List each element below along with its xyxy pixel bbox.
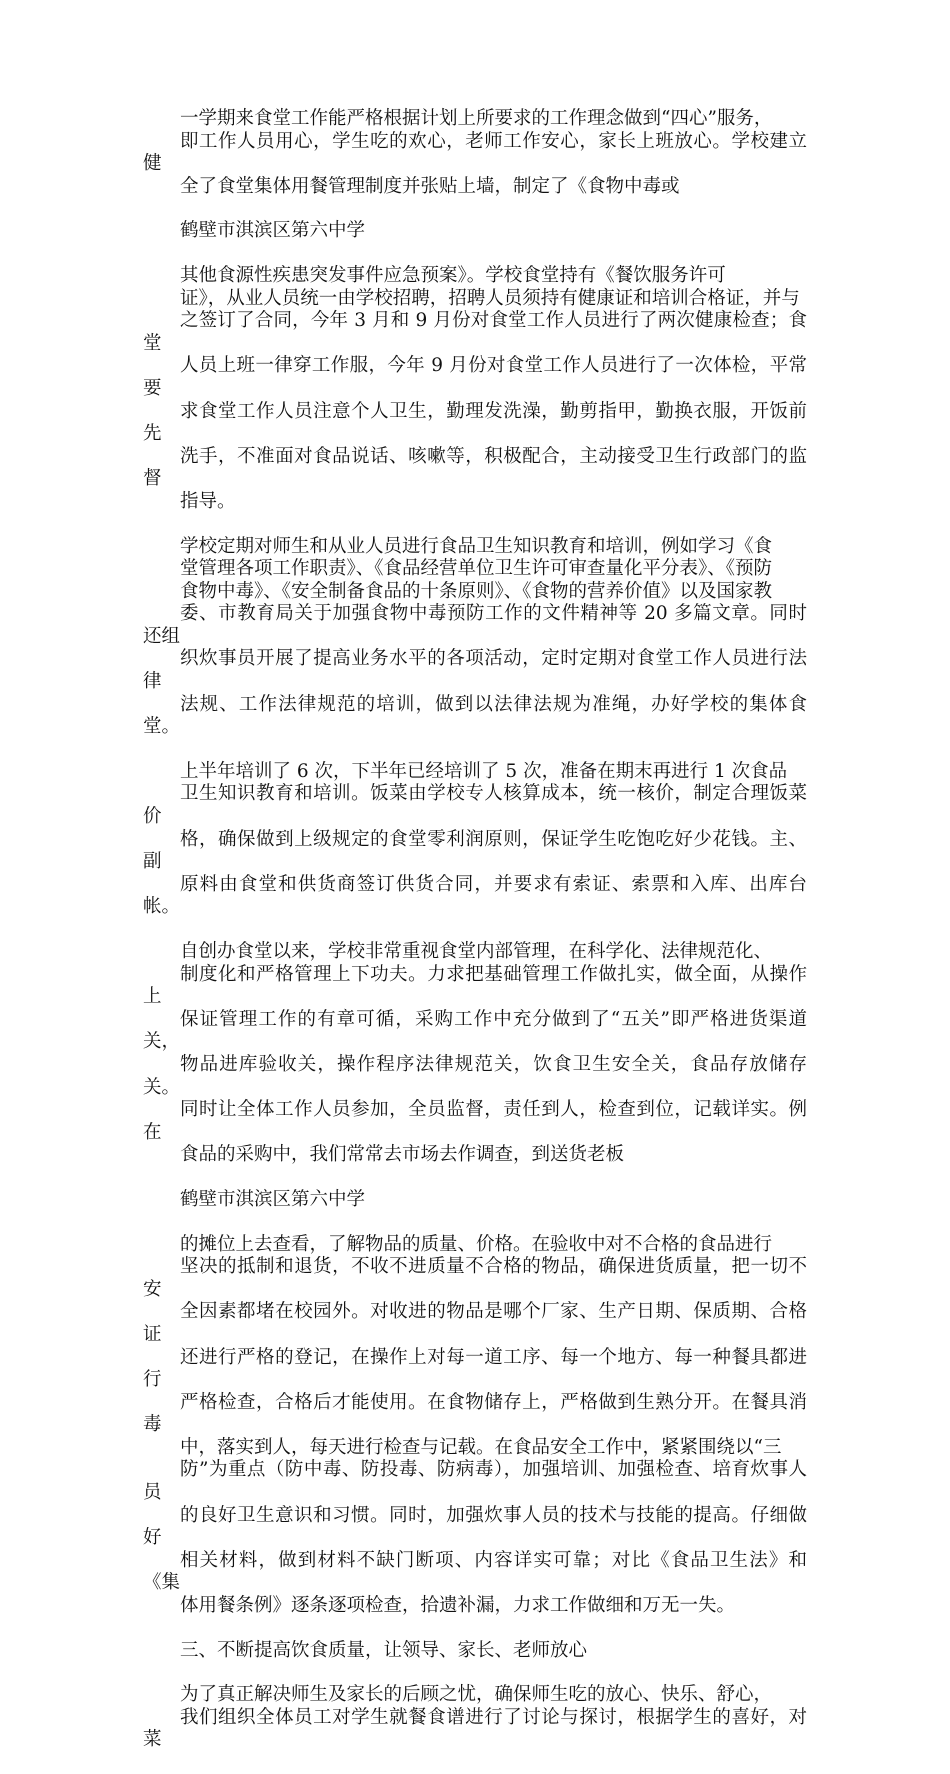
- section-heading: [143, 1640, 807, 1663]
- text-line: 之签订了合同，今年 3 月和 9 月份对食堂工作人员进行了两次健康检查；食堂: [143, 310, 807, 354]
- text-line: 的良好卫生意识和习惯。同时，加强炊事人员的技术与技能的提高。仔细做好: [143, 1504, 807, 1549]
- body-paragraph: [143, 761, 807, 919]
- text-line: 鹤壁市淇滨区第六中学: [180, 1188, 366, 1210]
- document-page: [143, 108, 807, 1774]
- text-line: 上半年培训了 6 次，下半年已经培训了 5 次，准备在期末再进行 1 次食品: [180, 760, 788, 782]
- text-line: 坚决的抵制和退货，不收不进质量不合格的物品，确保进货质量，把一切不安: [143, 1256, 807, 1300]
- text-line: 严格检查，合格后才能使用。在食物储存上，严格做到生熟分开。在餐具消毒: [143, 1391, 807, 1436]
- section-heading: [143, 220, 807, 243]
- text-line: 求食堂工作人员注意个人卫生，勤理发洗澡，勤剪指甲，勤换衣服，开饭前先: [143, 400, 807, 445]
- text-line: 中，落实到人，每天进行检查与记载。在食品安全工作中，紧紧围绕以“三: [180, 1436, 782, 1458]
- text-line: 一学期来食堂工作能严格根据计划上所要求的工作理念做到“四心”服务，: [180, 108, 773, 129]
- text-line: 为了真正解决师生及家长的后顾之忧，确保师生吃的放心、快乐、舒心，: [180, 1684, 773, 1706]
- text-line: 三、不断提高饮食质量，让领导、家长、老师放心: [180, 1639, 588, 1661]
- text-line: 人员上班一律穿工作服，今年 9 月份对食堂工作人员进行了一次体检，平常要: [143, 355, 807, 399]
- text-line: 其他食源性疾患突发事件应急预案》。学校食堂持有《餐饮服务许可: [180, 264, 726, 286]
- text-line: 织炊事员开展了提高业务水平的各项活动，定时定期对食堂工作人员进行法律: [143, 648, 807, 693]
- section-heading: [143, 1189, 807, 1212]
- body-paragraph: [143, 941, 807, 1167]
- text-line: 我们组织全体员工对学生就餐食谱进行了讨论与探讨，根据学生的喜好，对菜: [143, 1706, 807, 1751]
- text-line: 食品的采购中，我们常常去市场去作调查，到送货老板: [180, 1144, 625, 1166]
- body-paragraph: [143, 108, 807, 198]
- text-line: 全了食堂集体用餐管理制度并张贴上墙，制定了《食物中毒或: [180, 175, 680, 197]
- text-line: 食物中毒》、《安全制备食品的十条原则》、《食物的营养价值》以及国家教: [180, 580, 773, 602]
- text-line: 制度化和严格管理上下功夫。力求把基础管理工作做扎实，做全面，从操作上: [143, 963, 807, 1008]
- text-line: 全因素都堵在校园外。对收进的物品是哪个厂家、生产日期、保质期、合格证: [143, 1301, 807, 1345]
- text-line: 原料由食堂和供货商签订供货合同，并要求有索证、索票和入库、出库台帐。: [143, 873, 807, 918]
- text-line: 鹤壁市淇滨区第六中学: [180, 220, 366, 242]
- text-line: 的摊位上去查看，了解物品的质量、价格。在验收中对不合格的食品进行: [180, 1233, 773, 1255]
- body-paragraph: [143, 536, 807, 739]
- text-line: 洗手，不准面对食品说话、咳嗽等，积极配合，主动接受卫生行政部门的监督: [143, 445, 807, 490]
- body-paragraph: [143, 1234, 807, 1618]
- text-line: 同时让全体工作人员参加，全员监督，责任到人，检查到位，记载详实。例在: [143, 1099, 807, 1143]
- text-line: 卫生知识教育和培训。饭菜由学校专人核算成本，统一核价，制定合理饭菜价: [143, 783, 807, 828]
- text-line: 法规、工作法律规范的培训，做到以法律法规为准绳，办好学校的集体食堂。: [143, 693, 807, 738]
- text-line: 相关材料，做到材料不缺门断项、内容详实可靠；对比《食品卫生法》和《集: [143, 1549, 807, 1594]
- text-line: 格，确保做到上级规定的食堂零利润原则，保证学生吃饱吃好少花钱。主、副: [143, 828, 807, 873]
- text-line: 堂管理各项工作职责》、《食品经营单位卫生许可审查量化平分表》、《预防: [180, 558, 773, 580]
- text-line: 证》，从业人员统一由学校招聘，招聘人员须持有健康证和培训合格证，并与: [180, 287, 800, 309]
- text-line: 指导。: [180, 490, 236, 512]
- text-line: 委、市教育局关于加强食物中毒预防工作的文件精神等 20 多篇文章。同时还组: [143, 603, 807, 647]
- text-line: 保证管理工作的有章可循，采购工作中充分做到了“五关”即严格进货渠道关，: [143, 1008, 807, 1053]
- text-line: 防”为重点（防中毒、防投毒、防病毒），加强培训、加强检查、培育炊事人员: [143, 1459, 807, 1504]
- text-line: 学校定期对师生和从业人员进行食品卫生知识教育和培训，例如学习《食: [180, 535, 773, 557]
- text-line: 物品进库验收关，操作程序法律规范关，饮食卫生安全关，食品存放储存关。: [143, 1053, 807, 1098]
- text-line: 还进行严格的登记，在操作上对每一道工序、每一个地方、每一种餐具都进行: [143, 1346, 807, 1391]
- text-line: 自创办食堂以来，学校非常重视食堂内部管理，在科学化、法律规范化、: [180, 941, 773, 962]
- text-line: 体用餐条例》逐条逐项检查，拾遗补漏，力求工作做细和万无一失。: [180, 1595, 736, 1617]
- body-paragraph: [143, 265, 807, 514]
- text-line: 即工作人员用心，学生吃的欢心，老师工作安心，家长上班放心。学校建立健: [143, 130, 807, 175]
- body-paragraph: [143, 1684, 807, 1752]
